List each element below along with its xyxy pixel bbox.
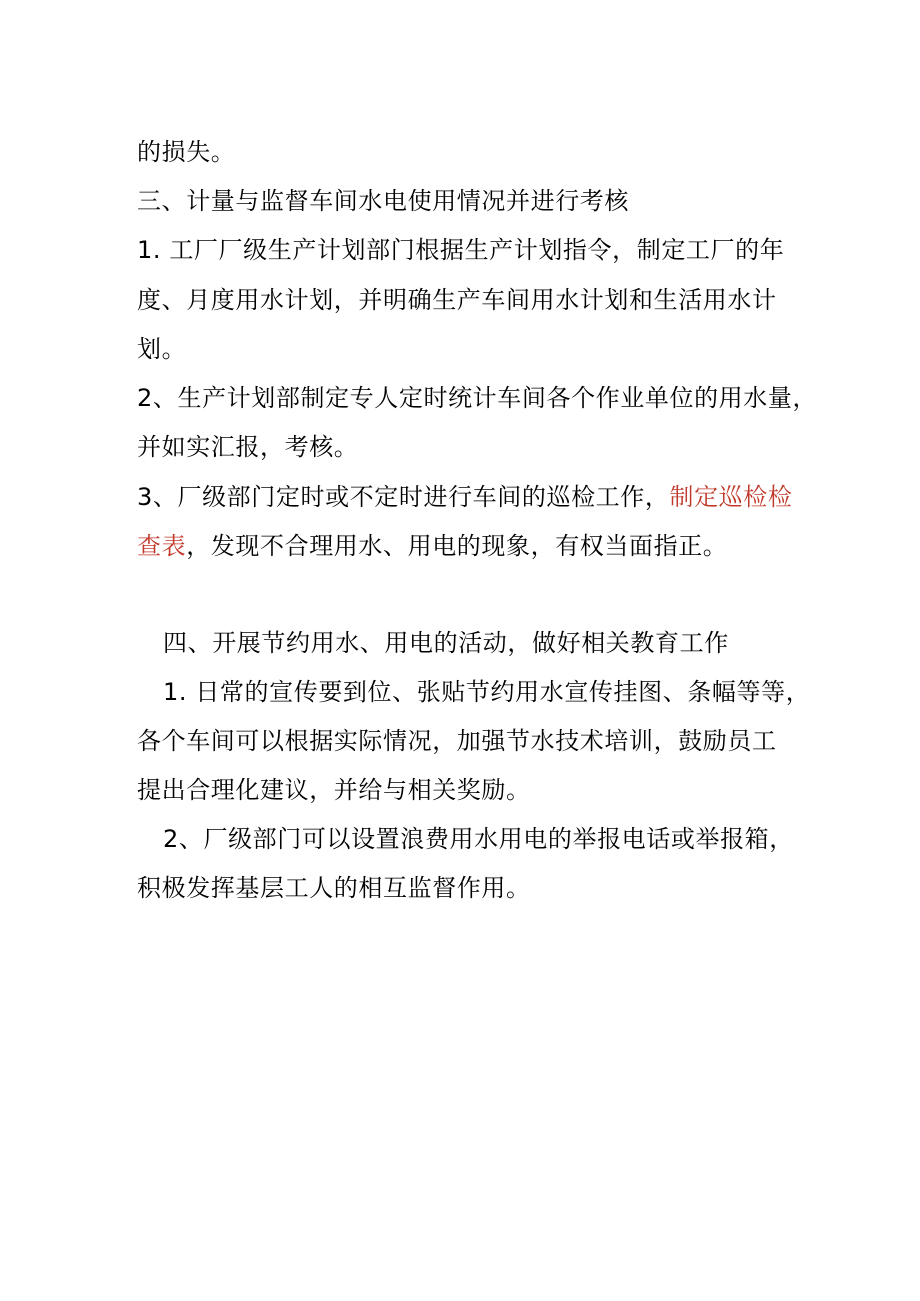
text-line: 2、厂级部门可以设置浪费用水用电的举报电话或举报箱， [163,825,794,853]
highlighted-text: 制定巡检检 [669,483,793,511]
section-heading: 三、计量与监督车间水电使用情况并进行考核 [137,187,629,215]
text-line [137,481,792,513]
text-line: 1. 日常的宣传要到位、张贴节约用水宣传挂图、条幅等等， [163,678,811,706]
text-line: 2、生产计划部制定专人定时统计车间各个作业单位的用水量， [137,384,818,412]
text-segment: ，发现不合理用水、用电的现象，有权当面指正。 [186,532,728,560]
highlighted-text: 查表 [137,532,187,560]
text-line: 提出合理化建议，并给与相关奖励。 [137,776,531,804]
text-line: 1. 工厂厂级生产计划部门根据生产计划指令，制定工厂的年 [137,236,785,264]
text-line: 度、月度用水计划，并明确生产车间用水计划和生活用水计 [137,286,777,314]
section-heading: 四、开展节约用水、用电的活动，做好相关教育工作 [163,629,729,657]
text-line: 积极发挥基层工人的相互监督作用。 [137,874,531,902]
text-segment: 3、厂级部门定时或不定时进行车间的巡检工作， [137,483,670,511]
text-line: 并如实汇报，考核。 [137,433,359,461]
text-line: 的损失。 [137,138,236,166]
text-line: 各个车间可以根据实际情况，加强节水技术培训，鼓励员工 [137,727,777,755]
text-line [137,530,727,562]
text-line: 划。 [137,335,187,363]
